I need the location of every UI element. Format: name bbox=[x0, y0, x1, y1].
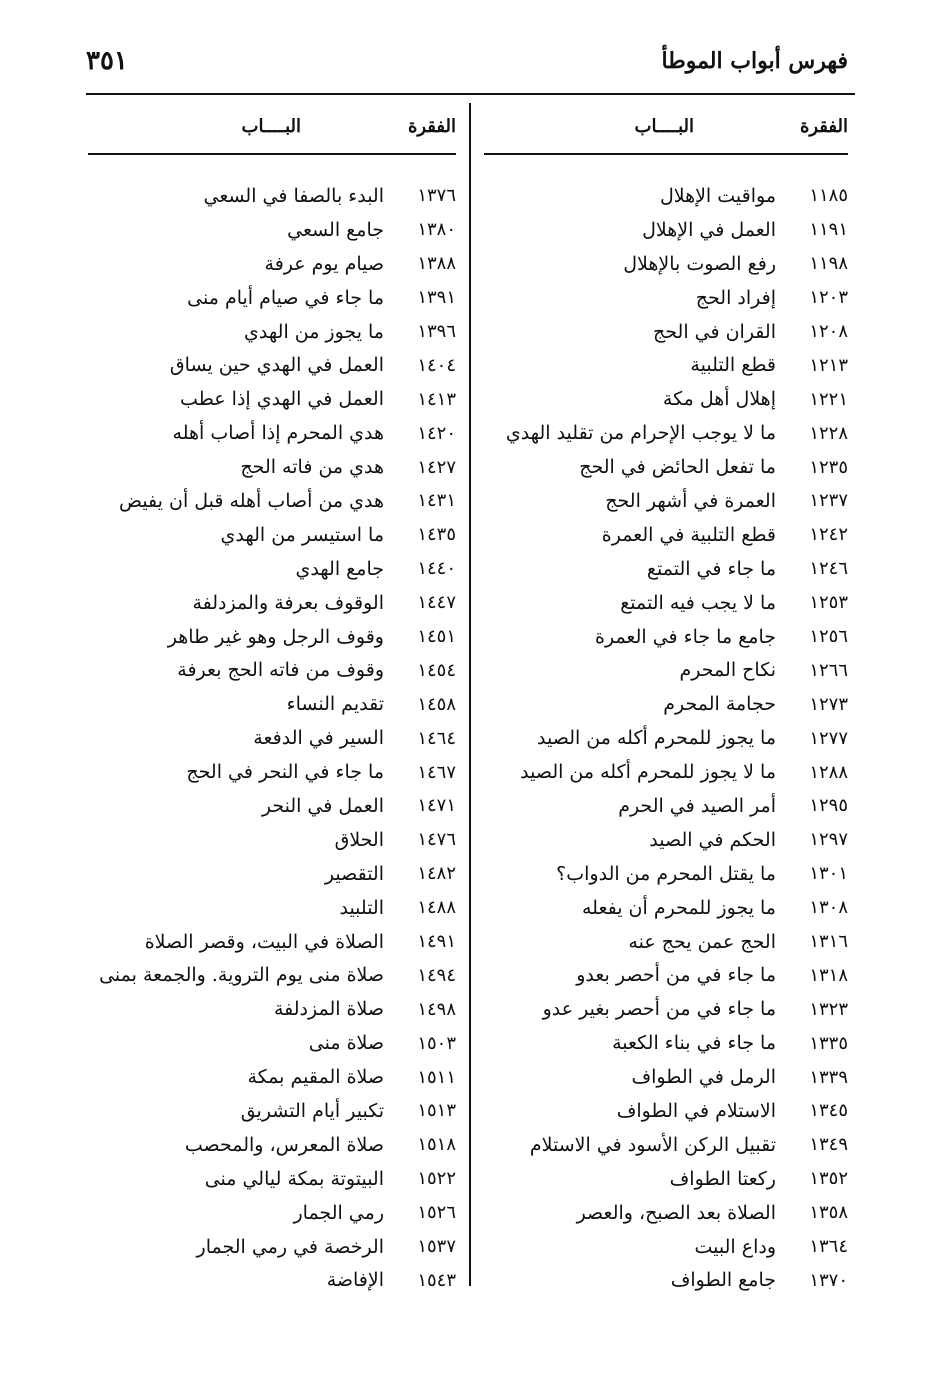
index-entry bbox=[484, 958, 848, 992]
index-entry bbox=[484, 823, 848, 857]
index-entry bbox=[88, 857, 456, 891]
entry-paragraph-number: ١٤٣١ bbox=[417, 490, 456, 512]
index-entry bbox=[88, 382, 456, 416]
index-entry bbox=[88, 958, 456, 992]
entry-paragraph-number: ١٢٥٦ bbox=[809, 626, 848, 648]
entry-paragraph-number: ١٣١٦ bbox=[809, 931, 848, 953]
entry-chapter-title: الوقوف بعرفة والمزدلفة bbox=[192, 591, 384, 614]
index-entry bbox=[484, 857, 848, 891]
entry-paragraph-number: ١٤٦٧ bbox=[417, 761, 456, 783]
entry-chapter-title: ما جاء في بناء الكعبة bbox=[612, 1032, 776, 1055]
entry-chapter-title: ما جاء في النحر في الحج bbox=[186, 761, 384, 784]
entry-chapter-title: الحج عمن يحج عنه bbox=[628, 930, 776, 953]
entry-paragraph-number: ١٣٢٣ bbox=[809, 998, 848, 1020]
entry-chapter-title: الرمل في الطواف bbox=[631, 1066, 776, 1089]
entry-chapter-title: ما لا يوجب الإحرام من تقليد الهدي bbox=[505, 422, 776, 445]
index-entry bbox=[88, 755, 456, 789]
entry-chapter-title: وقوف الرجل وهو غير طاهر bbox=[167, 625, 384, 648]
index-entry bbox=[484, 281, 848, 315]
entry-chapter-title: الحكم في الصيد bbox=[649, 828, 776, 851]
entry-paragraph-number: ١٥١٨ bbox=[417, 1134, 456, 1156]
entry-paragraph-number: ١٤٥٨ bbox=[417, 693, 456, 715]
entry-chapter-title: ما جاء في من أحصر بغير عدو bbox=[542, 998, 776, 1021]
entry-chapter-title: ما جاء في من أحصر بعدو bbox=[576, 964, 776, 987]
entry-chapter-title: التلبيد bbox=[339, 896, 384, 919]
entry-paragraph-number: ١٤٢٠ bbox=[417, 422, 456, 444]
entry-paragraph-number: ١٣١٨ bbox=[809, 964, 848, 986]
entry-chapter-title: العمل في الإهلال bbox=[642, 218, 776, 241]
index-entry bbox=[88, 620, 456, 654]
entry-paragraph-number: ١٣٩١ bbox=[417, 287, 456, 309]
index-column-left bbox=[88, 110, 456, 1297]
index-entry bbox=[88, 1128, 456, 1162]
index-entry bbox=[484, 620, 848, 654]
entry-paragraph-number: ١٤٧٦ bbox=[417, 829, 456, 851]
index-entry bbox=[484, 653, 848, 687]
index-entry bbox=[484, 1128, 848, 1162]
index-entry bbox=[88, 789, 456, 823]
entry-paragraph-number: ١٥١١ bbox=[417, 1066, 456, 1088]
entry-chapter-title: مواقيت الإهلال bbox=[659, 184, 776, 207]
index-entry bbox=[88, 281, 456, 315]
index-entry bbox=[484, 1196, 848, 1230]
entry-paragraph-number: ١٤٣٥ bbox=[417, 524, 456, 546]
entry-chapter-title: ما استيسر من الهدي bbox=[220, 523, 384, 546]
entry-paragraph-number: ١٤١٣ bbox=[417, 388, 456, 410]
index-entry bbox=[484, 1264, 848, 1298]
page-header bbox=[86, 38, 854, 94]
column-heading bbox=[484, 110, 848, 150]
entry-paragraph-number: ١٤٤٠ bbox=[417, 558, 456, 580]
index-entry bbox=[484, 213, 848, 247]
entry-chapter-title: ما يقتل المحرم من الدواب؟ bbox=[556, 862, 776, 885]
column-heading bbox=[88, 110, 456, 150]
entry-chapter-title: إهلال أهل مكة bbox=[662, 388, 776, 411]
entry-chapter-title: صلاة المقيم بمكة bbox=[247, 1066, 384, 1089]
index-entry bbox=[88, 518, 456, 552]
entry-chapter-title: صلاة منى bbox=[308, 1032, 384, 1055]
entry-paragraph-number: ١٢٤٢ bbox=[809, 524, 848, 546]
entry-chapter-title: صلاة منى يوم التروية. والجمعة بمنى bbox=[99, 964, 384, 987]
index-entry bbox=[88, 1264, 456, 1298]
entry-chapter-title: البدء بالصفا في السعي bbox=[203, 184, 384, 207]
entry-paragraph-number: ١٤٢٧ bbox=[417, 456, 456, 478]
entry-chapter-title: صلاة المزدلفة bbox=[273, 998, 384, 1021]
entry-chapter-title: قطع التلبية في العمرة bbox=[601, 523, 776, 546]
entry-paragraph-number: ١٢٢٨ bbox=[809, 422, 848, 444]
index-entry bbox=[88, 992, 456, 1026]
entry-paragraph-number: ١٢٧٧ bbox=[809, 727, 848, 749]
entry-paragraph-number: ١٢٦٦ bbox=[809, 659, 848, 681]
entry-paragraph-number: ١٣٨٨ bbox=[417, 253, 456, 275]
entry-chapter-title: العمل في النحر bbox=[261, 794, 384, 817]
index-entry bbox=[484, 382, 848, 416]
entry-paragraph-number: ١٣٣٩ bbox=[809, 1066, 848, 1088]
entry-paragraph-number: ١١٩٨ bbox=[809, 253, 848, 275]
entry-chapter-title: ما يجوز للمحرم أكله من الصيد bbox=[537, 727, 776, 750]
column-divider bbox=[469, 103, 471, 1286]
entry-paragraph-number: ١٢٣٥ bbox=[809, 456, 848, 478]
index-entry bbox=[88, 687, 456, 721]
entry-chapter-title: جامع الهدي bbox=[295, 557, 384, 580]
entry-chapter-title: التقصير bbox=[324, 862, 384, 885]
index-entry bbox=[484, 789, 848, 823]
index-entry bbox=[88, 1196, 456, 1230]
index-entry bbox=[88, 552, 456, 586]
index-entry bbox=[484, 925, 848, 959]
index-entry bbox=[88, 416, 456, 450]
entry-chapter-title: أمر الصيد في الحرم bbox=[618, 794, 776, 817]
index-entry bbox=[484, 687, 848, 721]
entry-chapter-title: الصلاة في البيت، وقصر الصلاة bbox=[144, 930, 384, 953]
entry-chapter-title: القران في الحج bbox=[653, 320, 776, 343]
entry-paragraph-number: ١٥٢٦ bbox=[417, 1202, 456, 1224]
index-entry bbox=[88, 213, 456, 247]
entry-paragraph-number: ١٢٣٧ bbox=[809, 490, 848, 512]
entry-chapter-title: السير في الدفعة bbox=[253, 727, 384, 750]
entry-paragraph-number: ١٥٤٣ bbox=[417, 1269, 456, 1291]
header-rule bbox=[86, 93, 855, 95]
column-heading-rule bbox=[88, 153, 456, 155]
index-entry bbox=[88, 348, 456, 382]
entry-paragraph-number: ١٤٨٨ bbox=[417, 897, 456, 919]
entry-chapter-title: وقوف من فاته الحج بعرفة bbox=[177, 659, 384, 682]
entry-paragraph-number: ١٥٣٧ bbox=[417, 1236, 456, 1258]
index-entry bbox=[88, 586, 456, 620]
entry-chapter-title: صلاة المعرس، والمحصب bbox=[184, 1133, 384, 1156]
entry-paragraph-number: ١٢١٣ bbox=[809, 354, 848, 376]
entry-paragraph-number: ١٢٩٥ bbox=[809, 795, 848, 817]
index-entry bbox=[484, 518, 848, 552]
index-entry bbox=[484, 1162, 848, 1196]
entry-chapter-title: ركعتا الطواف bbox=[669, 1167, 776, 1190]
entry-paragraph-number: ١٣٧٠ bbox=[809, 1269, 848, 1291]
entry-paragraph-number: ١٤٤٧ bbox=[417, 592, 456, 614]
index-entry bbox=[484, 315, 848, 349]
index-entry bbox=[88, 484, 456, 518]
entry-list bbox=[88, 179, 456, 1297]
entry-paragraph-number: ١٣٤٥ bbox=[809, 1100, 848, 1122]
entry-paragraph-number: ١٢٢١ bbox=[809, 388, 848, 410]
entry-paragraph-number: ١٤٩٨ bbox=[417, 998, 456, 1020]
index-entry bbox=[484, 247, 848, 281]
entry-chapter-title: ما يجوز للمحرم أن يفعله bbox=[581, 896, 776, 919]
index-entry bbox=[484, 179, 848, 213]
entry-chapter-title: وداع البيت bbox=[694, 1235, 776, 1258]
index-entry bbox=[484, 484, 848, 518]
entry-chapter-title: هدي من أصاب أهله قبل أن يفيض bbox=[119, 489, 384, 512]
entry-chapter-title: جامع الطواف bbox=[670, 1269, 776, 1292]
index-entry bbox=[484, 586, 848, 620]
entry-chapter-title: ما يجوز من الهدي bbox=[244, 320, 384, 343]
entry-chapter-title: رمي الجمار bbox=[293, 1201, 384, 1224]
entry-paragraph-number: ١٣٥٨ bbox=[809, 1202, 848, 1224]
entry-chapter-title: رفع الصوت بالإهلال bbox=[623, 252, 776, 275]
index-entry bbox=[484, 416, 848, 450]
entry-paragraph-number: ١٤٥١ bbox=[417, 626, 456, 648]
entry-paragraph-number: ١٢٤٦ bbox=[809, 558, 848, 580]
entry-chapter-title: نكاح المحرم bbox=[679, 659, 776, 682]
index-entry bbox=[484, 552, 848, 586]
index-column-right bbox=[484, 110, 848, 1297]
entry-chapter-title: الصلاة بعد الصبح، والعصر bbox=[576, 1201, 776, 1224]
index-entry bbox=[484, 1060, 848, 1094]
entry-chapter-title: حجامة المحرم bbox=[663, 693, 776, 716]
index-entry bbox=[484, 755, 848, 789]
entry-paragraph-number: ١٥٠٣ bbox=[417, 1032, 456, 1054]
heading-chapter: البــــاب bbox=[241, 116, 301, 137]
entry-paragraph-number: ١١٨٥ bbox=[809, 185, 848, 207]
entry-paragraph-number: ١٣٤٩ bbox=[809, 1134, 848, 1156]
index-entry bbox=[88, 721, 456, 755]
entry-chapter-title: صيام يوم عرفة bbox=[264, 252, 384, 275]
index-entry bbox=[88, 1162, 456, 1196]
entry-chapter-title: تقديم النساء bbox=[286, 693, 384, 716]
entry-chapter-title: هدي المحرم إذا أصاب أهله bbox=[172, 422, 384, 445]
index-entry bbox=[88, 925, 456, 959]
index-entry bbox=[88, 1026, 456, 1060]
entry-paragraph-number: ١١٩١ bbox=[809, 219, 848, 241]
entry-paragraph-number: ١٢٠٨ bbox=[809, 321, 848, 342]
entry-chapter-title: ما جاء في صيام أيام منى bbox=[187, 286, 384, 309]
entry-chapter-title: العمرة في أشهر الحج bbox=[605, 489, 776, 512]
entry-paragraph-number: ١٣٣٥ bbox=[809, 1032, 848, 1054]
entry-paragraph-number: ١٣٧٦ bbox=[417, 185, 456, 207]
heading-paragraph: الفقرة bbox=[799, 116, 848, 137]
heading-chapter: البــــاب bbox=[634, 116, 694, 137]
index-entry bbox=[484, 721, 848, 755]
column-heading-rule bbox=[484, 153, 848, 155]
entry-chapter-title: جامع السعي bbox=[287, 218, 384, 241]
entry-paragraph-number: ١٢٨٨ bbox=[809, 761, 848, 783]
index-entry bbox=[484, 891, 848, 925]
entry-chapter-title: إفراد الحج bbox=[695, 286, 776, 309]
entry-chapter-title: ما لا يجوز للمحرم أكله من الصيد bbox=[520, 761, 776, 784]
entry-chapter-title: ما لا يجب فيه التمتع bbox=[620, 591, 776, 614]
index-entry bbox=[88, 1060, 456, 1094]
entry-chapter-title: العمل في الهدي حين يساق bbox=[169, 354, 384, 377]
entry-paragraph-number: ١٢٥٣ bbox=[809, 592, 848, 614]
index-entry bbox=[484, 348, 848, 382]
entry-paragraph-number: ١٥٢٢ bbox=[417, 1168, 456, 1190]
entry-paragraph-number: ١٤٨٢ bbox=[417, 863, 456, 885]
index-entry bbox=[88, 1230, 456, 1264]
index-entry bbox=[88, 247, 456, 281]
entry-paragraph-number: ١٤٠٤ bbox=[417, 354, 456, 376]
index-entry bbox=[484, 1230, 848, 1264]
page-title: فهرس أبواب الموطأ bbox=[661, 48, 848, 74]
entry-paragraph-number: ١٤٩١ bbox=[417, 931, 456, 953]
entry-paragraph-number: ١٤٥٤ bbox=[417, 659, 456, 681]
index-entry bbox=[88, 315, 456, 349]
entry-paragraph-number: ١٣٥٢ bbox=[809, 1168, 848, 1190]
entry-chapter-title: الاستلام في الطواف bbox=[616, 1099, 776, 1122]
entry-chapter-title: ما تفعل الحائض في الحج bbox=[579, 456, 776, 479]
heading-paragraph: الفقرة bbox=[407, 116, 456, 137]
index-entry bbox=[484, 992, 848, 1026]
index-entry bbox=[88, 179, 456, 213]
entry-chapter-title: الإفاضة bbox=[326, 1269, 384, 1292]
entry-chapter-title: الحلاق bbox=[334, 828, 384, 851]
index-entry bbox=[88, 823, 456, 857]
entry-chapter-title: جامع ما جاء في العمرة bbox=[595, 625, 776, 648]
entry-chapter-title: تقبيل الركن الأسود في الاستلام bbox=[529, 1133, 776, 1156]
entry-chapter-title: ما جاء في التمتع bbox=[646, 557, 776, 580]
entry-chapter-title: الرخصة في رمي الجمار bbox=[196, 1235, 384, 1258]
entry-paragraph-number: ١٤٦٤ bbox=[417, 727, 456, 749]
entry-chapter-title: قطع التلبية bbox=[690, 354, 776, 377]
entry-list bbox=[484, 179, 848, 1297]
entry-paragraph-number: ١٤٧١ bbox=[417, 795, 456, 817]
entry-paragraph-number: ١٢٧٣ bbox=[809, 693, 848, 715]
entry-chapter-title: هدي من فاته الحج bbox=[240, 456, 384, 479]
index-entry bbox=[88, 1094, 456, 1128]
index-entry bbox=[484, 450, 848, 484]
entry-paragraph-number: ١٢٩٧ bbox=[809, 829, 848, 851]
entry-paragraph-number: ١٤٩٤ bbox=[417, 964, 456, 986]
entry-chapter-title: تكبير أيام التشريق bbox=[240, 1099, 384, 1122]
index-entry bbox=[88, 891, 456, 925]
entry-paragraph-number: ١٣٦٤ bbox=[809, 1236, 848, 1258]
entry-paragraph-number: ١٢٠٣ bbox=[809, 287, 848, 309]
index-entry bbox=[484, 1094, 848, 1128]
entry-paragraph-number: ١٣٠١ bbox=[809, 863, 848, 885]
entry-paragraph-number: ١٣٩٦ bbox=[417, 321, 456, 342]
page-number: ٣٥١ bbox=[86, 46, 128, 76]
entry-paragraph-number: ١٣٨٠ bbox=[417, 219, 456, 241]
index-entry bbox=[484, 1026, 848, 1060]
entry-chapter-title: العمل في الهدي إذا عطب bbox=[180, 388, 384, 411]
entry-chapter-title: البيتوتة بمكة ليالي منى bbox=[204, 1167, 384, 1190]
index-entry bbox=[88, 653, 456, 687]
entry-paragraph-number: ١٥١٣ bbox=[417, 1100, 456, 1122]
entry-paragraph-number: ١٣٠٨ bbox=[809, 897, 848, 919]
index-entry bbox=[88, 450, 456, 484]
